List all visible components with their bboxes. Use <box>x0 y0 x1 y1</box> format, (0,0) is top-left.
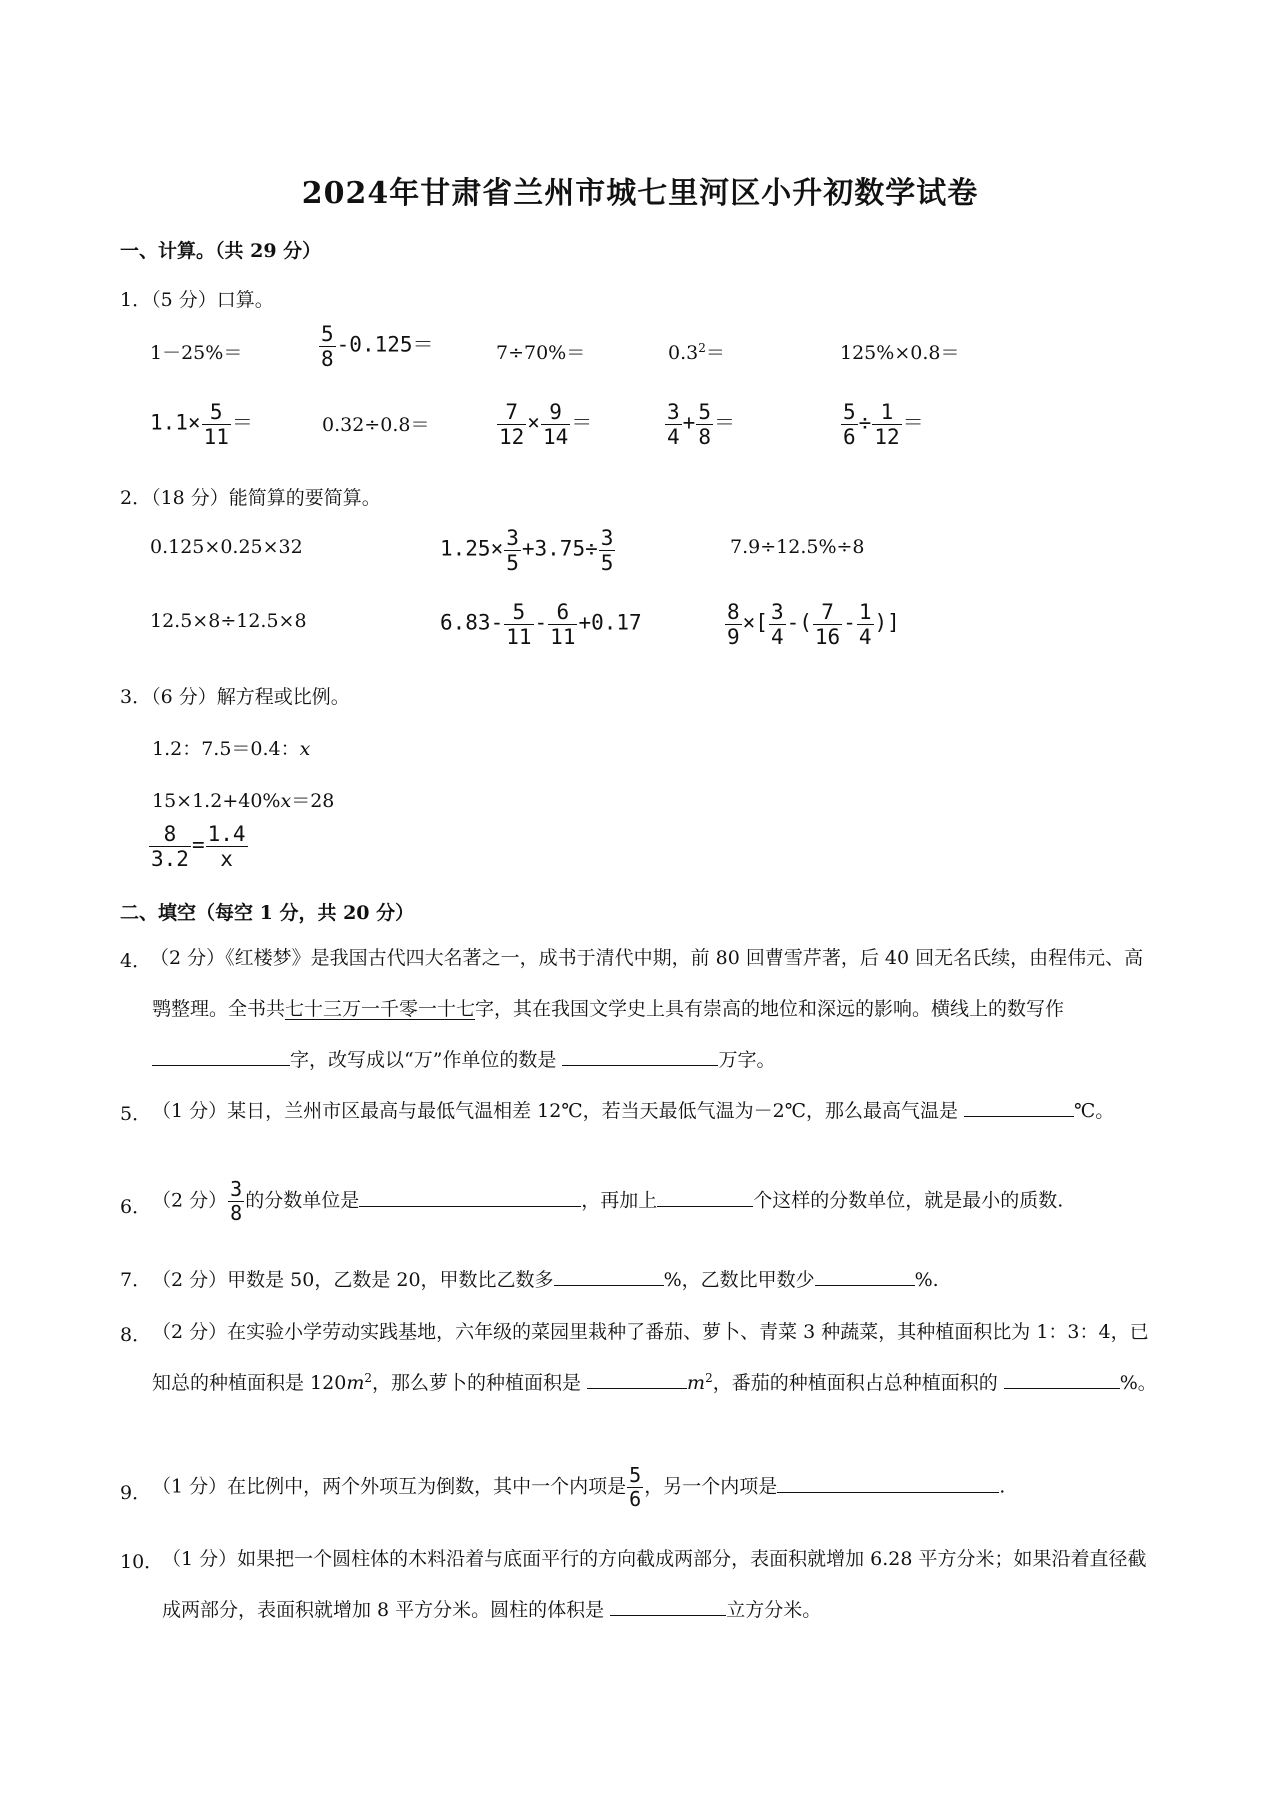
q6-text <box>152 1178 1063 1225</box>
frac-num: 3 <box>667 400 680 424</box>
variable: x <box>299 738 311 760</box>
frac-den: 5 <box>506 551 519 576</box>
frac-num: 6 <box>548 600 577 625</box>
text: 字，其在我国文学史上具有崇高的地位和深远的影响。横线上的数写作 <box>475 998 1065 1020</box>
expr-text: 1.1× <box>150 410 201 435</box>
frac-num: 3 <box>770 600 784 624</box>
frac-den: 6 <box>843 425 856 450</box>
expr-text: 15×1.2+40% <box>152 790 281 812</box>
text: %. <box>914 1269 939 1291</box>
frac-num: 3 <box>600 526 614 550</box>
operator: )] <box>874 610 900 635</box>
q10-text <box>162 1534 1162 1636</box>
q1-r2-b: 0.32÷0.8＝ <box>322 414 430 436</box>
equals: ＝ <box>705 342 725 364</box>
text: （2 分）在实验小学劳动实践基地，六年级的菜园里栽种了番茄、萝卜、青菜 3 种蔬菜，其种植面积比为 1：3：4，已知总的种植面积是 120 <box>152 1321 1149 1394</box>
underlined-number: 七十三万一千零一十七 <box>285 998 476 1020</box>
frac-num: 7 <box>813 600 842 625</box>
frac-den: 14 <box>542 425 569 450</box>
frac-den: 4 <box>770 625 784 650</box>
operator: × <box>527 410 540 435</box>
answer-blank[interactable] <box>815 1266 915 1286</box>
q2-label: 2．（18 分）能简算的要简算。 <box>120 487 381 509</box>
answer-blank[interactable] <box>562 1046 718 1066</box>
answer-blank[interactable] <box>657 1187 753 1207</box>
frac-num: 5 <box>629 1463 642 1487</box>
operator: ×[ <box>742 610 768 635</box>
unit: m <box>346 1372 365 1394</box>
equals: = <box>191 832 205 857</box>
text: 立方分米。 <box>726 1599 822 1621</box>
operator: - <box>843 610 856 635</box>
text: （1 分）在比例中，两个外项互为倒数，其中一个内项是 <box>152 1475 627 1498</box>
q1-r2-d <box>664 400 735 449</box>
q5-num: 5． <box>120 1103 152 1125</box>
q2-e <box>440 600 642 649</box>
text: ℃。 <box>1073 1100 1115 1122</box>
q3-label: 3．（6 分）解方程或比例。 <box>120 686 350 708</box>
frac-den: 12 <box>499 425 525 450</box>
answer-blank[interactable] <box>587 1369 687 1389</box>
exponent: 2 <box>698 341 706 355</box>
frac-den: 11 <box>506 625 532 650</box>
text: （1 分）某日，兰州市区最高与最低气温相差 12℃，若当天最低气温为－2℃，那么最高气温是 <box>152 1100 964 1122</box>
text: 的分数单位是 <box>245 1189 360 1212</box>
frac-num: 7 <box>497 400 526 425</box>
q4-text <box>152 933 1162 1086</box>
q2-d: 12.5×8÷12.5×8 <box>150 610 307 632</box>
text: ，番茄的种植面积占总种植面积的 <box>712 1372 1004 1394</box>
q2-b <box>440 526 616 575</box>
answer-blank[interactable] <box>152 1046 290 1066</box>
q2-f <box>724 600 900 649</box>
text: %，乙数比甲数少 <box>663 1269 815 1291</box>
q2-c: 7.9÷12.5%÷8 <box>730 536 865 558</box>
q6-num: 6． <box>120 1196 152 1218</box>
frac-den: 4 <box>858 625 872 650</box>
q9-num: 9． <box>120 1482 152 1504</box>
q1-r1-c: 7÷70%＝ <box>496 342 586 364</box>
frac-den: 9 <box>727 625 740 650</box>
frac-den: x <box>220 847 233 872</box>
q1-r2-e <box>840 400 924 449</box>
frac-num: 3 <box>230 1177 243 1201</box>
frac-den: 3.2 <box>151 847 189 872</box>
expr-text: 1.2：7.5＝0.4： <box>152 738 300 760</box>
operator: ÷ <box>858 410 872 435</box>
q1-r1-d <box>668 338 725 365</box>
answer-blank[interactable] <box>1004 1369 1120 1389</box>
text: . <box>999 1475 1006 1498</box>
frac-den: 8 <box>698 425 711 450</box>
q9-text <box>152 1464 1005 1511</box>
frac-den: 6 <box>629 1487 642 1511</box>
answer-blank[interactable] <box>964 1097 1074 1117</box>
frac-num: 1 <box>858 600 872 624</box>
text: （2 分） <box>152 1189 228 1212</box>
equals: ＝ <box>571 410 593 435</box>
equals: ＝ <box>902 410 924 435</box>
frac-num: 5 <box>321 322 334 346</box>
q7-num: 7． <box>120 1269 152 1291</box>
q1-r2-a <box>150 400 253 449</box>
frac-den: 8 <box>230 1201 243 1225</box>
text: ，那么萝卜的种植面积是 <box>371 1372 588 1394</box>
q1-r1-e: 125%×0.8＝ <box>840 342 960 364</box>
q8-text <box>152 1307 1162 1409</box>
q10-num: 10． <box>120 1551 164 1573</box>
expr-text: ＝28 <box>291 790 335 812</box>
q3-eq1 <box>152 734 310 761</box>
equals: ＝ <box>231 410 253 435</box>
text: 个这样的分数单位，就是最小的质数. <box>753 1189 1064 1212</box>
section-1-heading: 一、计算。（共 29 分） <box>120 240 322 262</box>
frac-num: 8 <box>727 600 740 624</box>
answer-blank[interactable] <box>359 1187 581 1207</box>
q2-a: 0.125×0.25×32 <box>150 536 303 558</box>
frac-num: 1.4 <box>207 822 246 846</box>
frac-den: 4 <box>667 425 680 450</box>
text: 万字。 <box>718 1049 776 1071</box>
text: ，另一个内项是 <box>644 1475 778 1498</box>
operator: - <box>534 610 548 635</box>
text: 字，改写成以“万”作单位的数是 <box>290 1049 563 1071</box>
unit: m <box>687 1372 706 1394</box>
q1-label: 1．（5 分）口算。 <box>120 289 274 311</box>
operator: + <box>682 410 696 435</box>
frac-den: 11 <box>550 625 576 650</box>
exponent: 2 <box>364 1371 372 1385</box>
expr-text: 6.83- <box>440 610 504 635</box>
variable: x <box>280 790 292 812</box>
expr-text: +0.17 <box>578 610 642 635</box>
frac-num: 5 <box>698 400 711 424</box>
answer-blank[interactable] <box>777 1473 999 1493</box>
base: 0.3 <box>668 342 699 364</box>
frac-num: 5 <box>843 400 856 424</box>
q1-r1-b <box>318 322 434 371</box>
frac-den: 5 <box>600 551 614 576</box>
frac-num: 8 <box>149 822 191 847</box>
q3-eq3 <box>148 822 249 871</box>
operator: -( <box>786 610 812 635</box>
q5-text <box>152 1086 1162 1137</box>
text: ，再加上 <box>581 1189 658 1212</box>
frac-num: 3 <box>506 526 519 550</box>
equals: ＝ <box>713 410 735 435</box>
q1-r2-c <box>496 400 592 449</box>
expr-text: -0.125＝ <box>336 332 434 357</box>
text: （2 分）《红楼梦》是我国古代四大名著之一，成书于清代中期，前 80 回曹雪芹著，后 40 回无名氏续，由程伟元、高鹗整理。全书共 <box>150 947 1144 1020</box>
exponent: 2 <box>705 1371 713 1385</box>
frac-den: 8 <box>321 347 334 372</box>
section-2-heading: 二、填空（每空 1 分，共 20 分） <box>120 902 415 924</box>
frac-num: 9 <box>541 400 570 425</box>
answer-blank[interactable] <box>610 1596 726 1616</box>
frac-num: 5 <box>504 600 533 625</box>
q3-eq2 <box>152 786 334 813</box>
q1-r1-a: 1－25%＝ <box>150 342 243 364</box>
text: （1 分）如果把一个圆柱体的木料沿着与底面平行的方向截成两部分，表面积就增加 6.28 平方分米；如果沿着直径截成两部分，表面积就增加 8 平方分米。圆柱的体积是 <box>162 1548 1147 1621</box>
frac-den: 12 <box>874 425 900 450</box>
frac-num: 5 <box>202 400 231 425</box>
q4-num: 4． <box>120 950 152 972</box>
page-title: 2024年甘肃省兰州市城七里河区小升初数学试卷 <box>301 176 979 211</box>
text: %。 <box>1119 1372 1157 1394</box>
text: （2 分）甲数是 50，乙数是 20，甲数比乙数多 <box>152 1269 554 1291</box>
frac-num: 1 <box>872 400 901 425</box>
q8-num: 8． <box>120 1324 152 1346</box>
expr-text: 1.25× <box>440 536 504 561</box>
answer-blank[interactable] <box>554 1266 664 1286</box>
expr-text: +3.75÷ <box>521 536 598 561</box>
q7-text <box>152 1265 939 1292</box>
frac-den: 11 <box>203 425 229 450</box>
frac-den: 16 <box>814 625 841 650</box>
